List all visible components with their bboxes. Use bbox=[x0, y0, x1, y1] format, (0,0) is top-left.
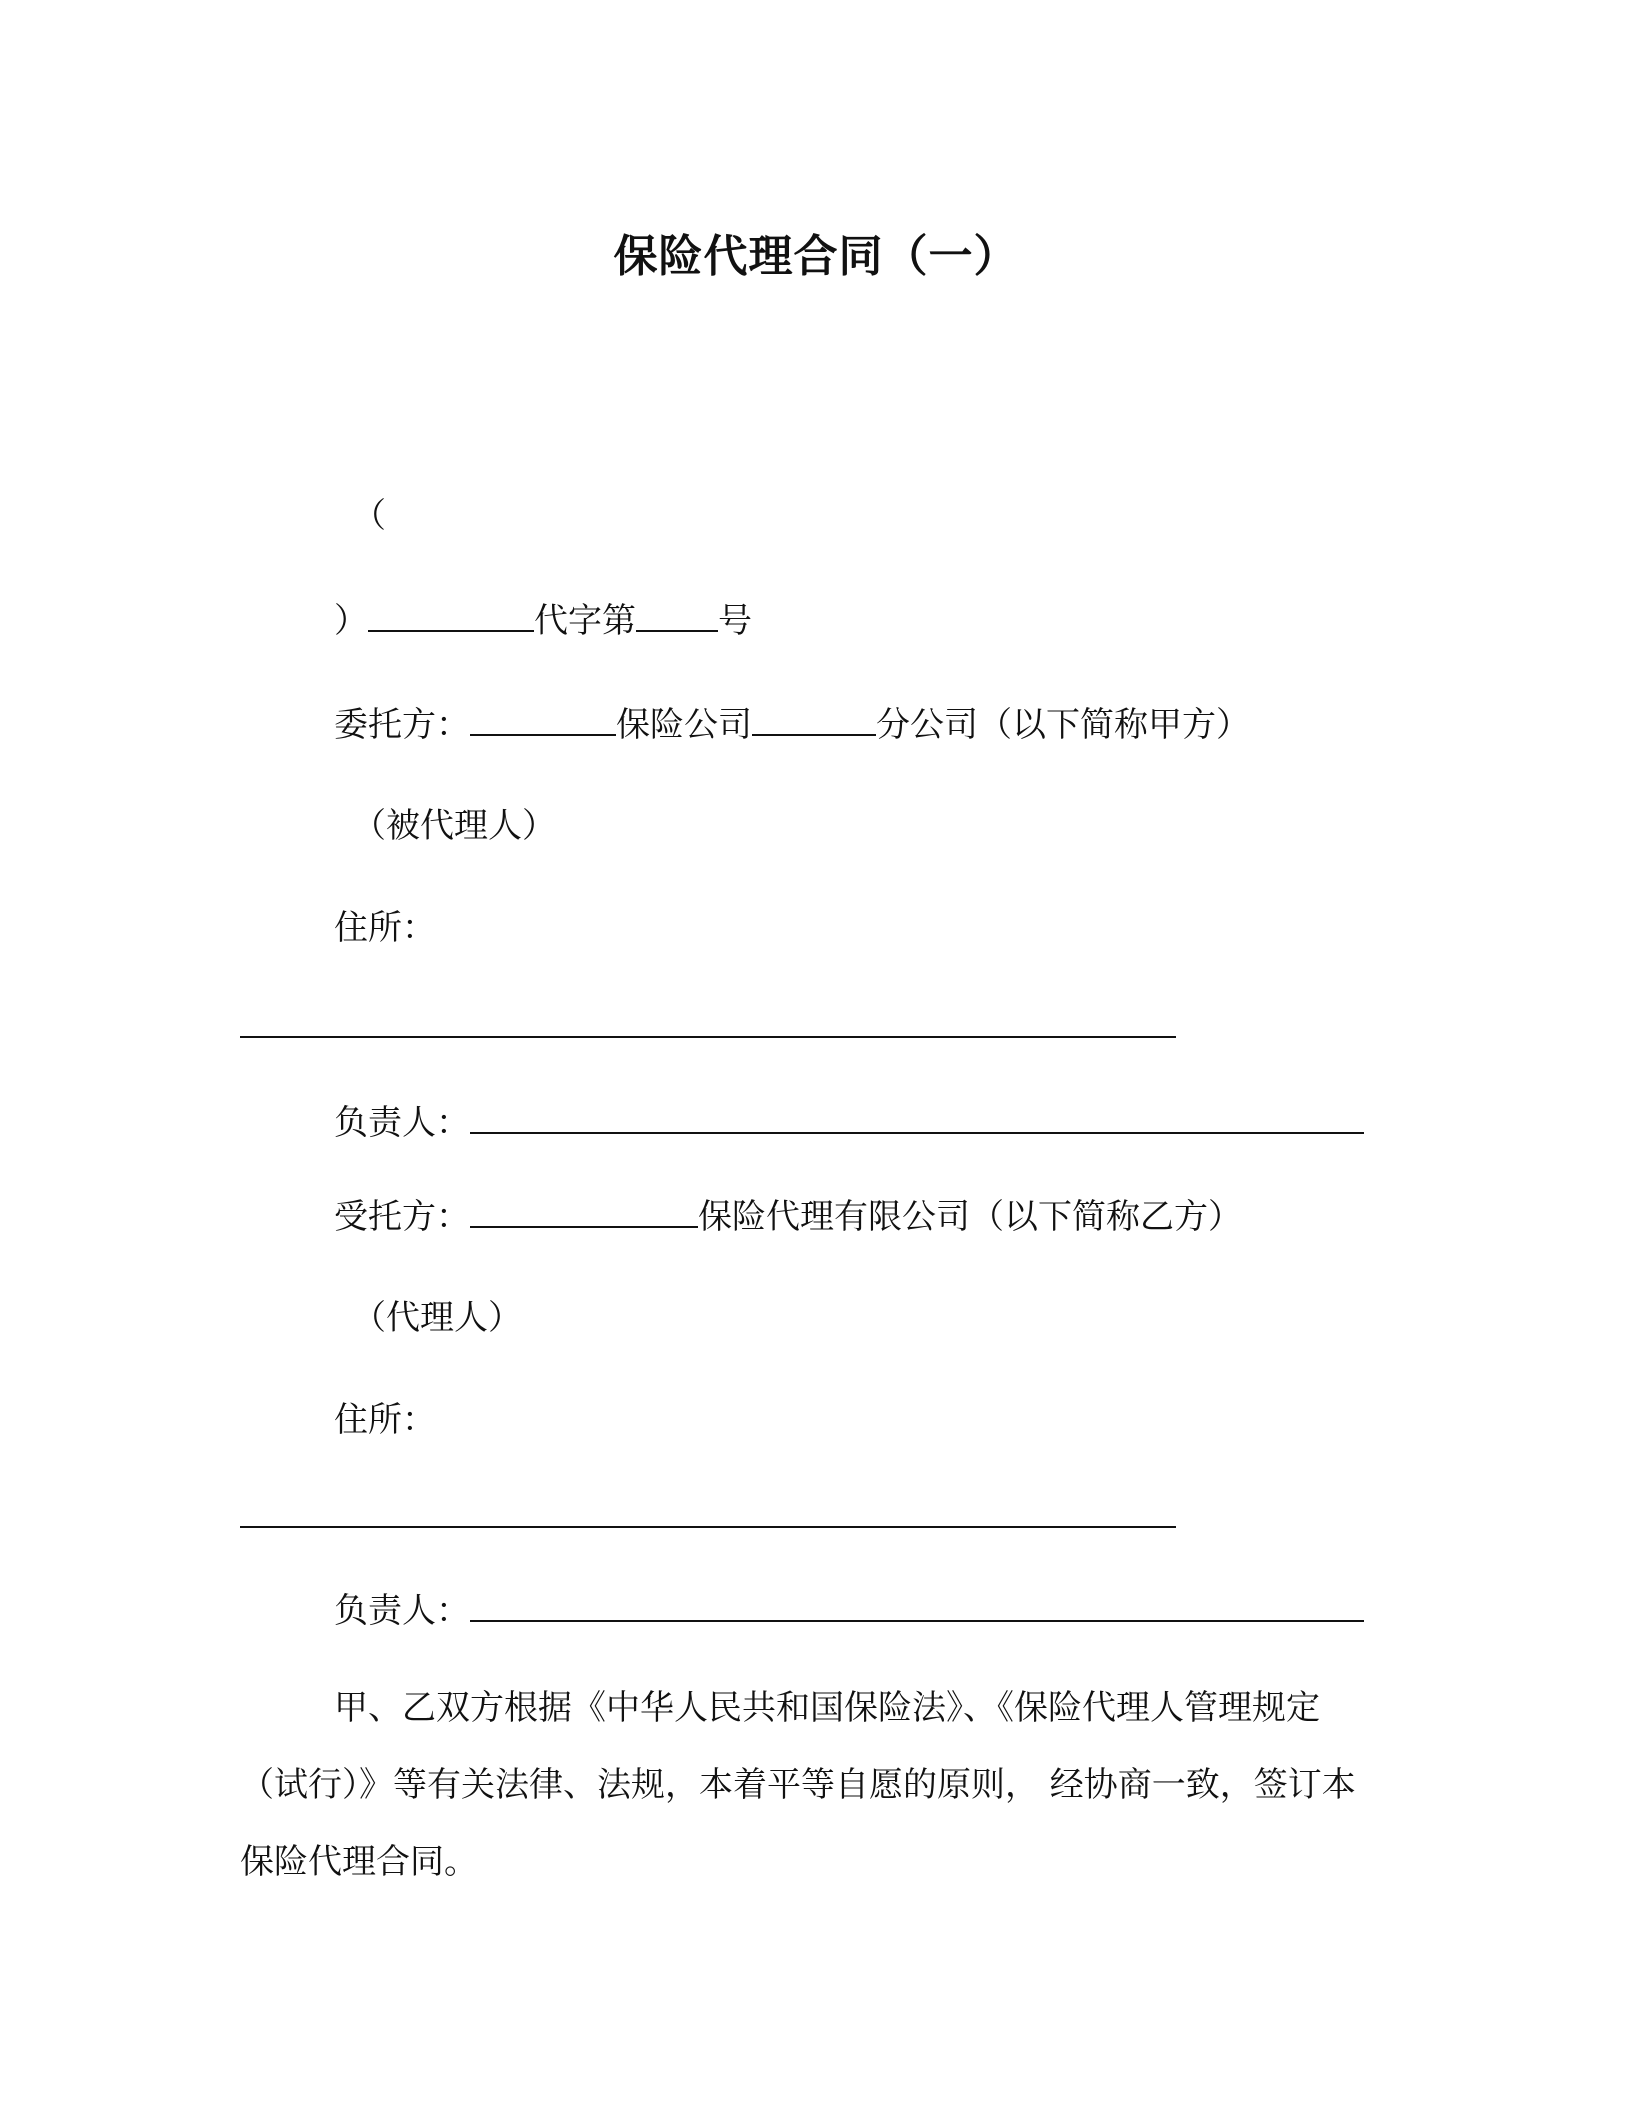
contract-no-mid: 代字第 bbox=[534, 601, 636, 641]
agent-responsible-blank bbox=[470, 1590, 1364, 1622]
contract-number-line bbox=[334, 600, 752, 642]
principal-role: （被代理人） bbox=[352, 806, 556, 846]
contract-year-blank bbox=[368, 600, 534, 632]
agent-responsible-label: 负责人： bbox=[334, 1591, 470, 1631]
contract-no-end: 号 bbox=[718, 601, 752, 641]
principal-branch: 分公司（以下简称甲方） bbox=[876, 705, 1250, 745]
contract-seq-blank bbox=[636, 600, 718, 632]
principal-label: 委托方： bbox=[334, 705, 470, 745]
principal-responsible-blank bbox=[470, 1102, 1364, 1134]
agent-address-rule bbox=[240, 1526, 1176, 1528]
close-paren: ） bbox=[334, 601, 368, 641]
agent-address-label: 住所： bbox=[334, 1400, 436, 1440]
agent-line bbox=[334, 1196, 1242, 1238]
open-paren: （ bbox=[352, 496, 386, 536]
agent-company: 保险代理有限公司（以下简称乙方） bbox=[698, 1197, 1242, 1237]
principal-address-rule bbox=[240, 1036, 1176, 1038]
preamble-paragraph: 甲、乙双方根据《中华人民共和国保险法》、《保险代理人管理规定（试行）》等有关法律、法规，本着平等自愿的原则， 经协商一致，签订本保险代理合同。 bbox=[240, 1688, 1356, 1882]
document-title: 保险代理合同（一） bbox=[613, 231, 1019, 282]
agent-label: 受托方： bbox=[334, 1197, 470, 1237]
principal-company: 保险公司 bbox=[616, 705, 752, 745]
agent-name-blank bbox=[470, 1196, 698, 1228]
principal-branch-blank bbox=[752, 704, 876, 736]
principal-line bbox=[334, 704, 1250, 746]
agent-responsible-line bbox=[334, 1590, 1364, 1632]
agent-role: （代理人） bbox=[352, 1298, 522, 1338]
principal-responsible-line bbox=[334, 1102, 1364, 1144]
principal-address-label: 住所： bbox=[334, 908, 436, 948]
principal-responsible-label: 负责人： bbox=[334, 1103, 470, 1143]
principal-name-blank bbox=[470, 704, 616, 736]
